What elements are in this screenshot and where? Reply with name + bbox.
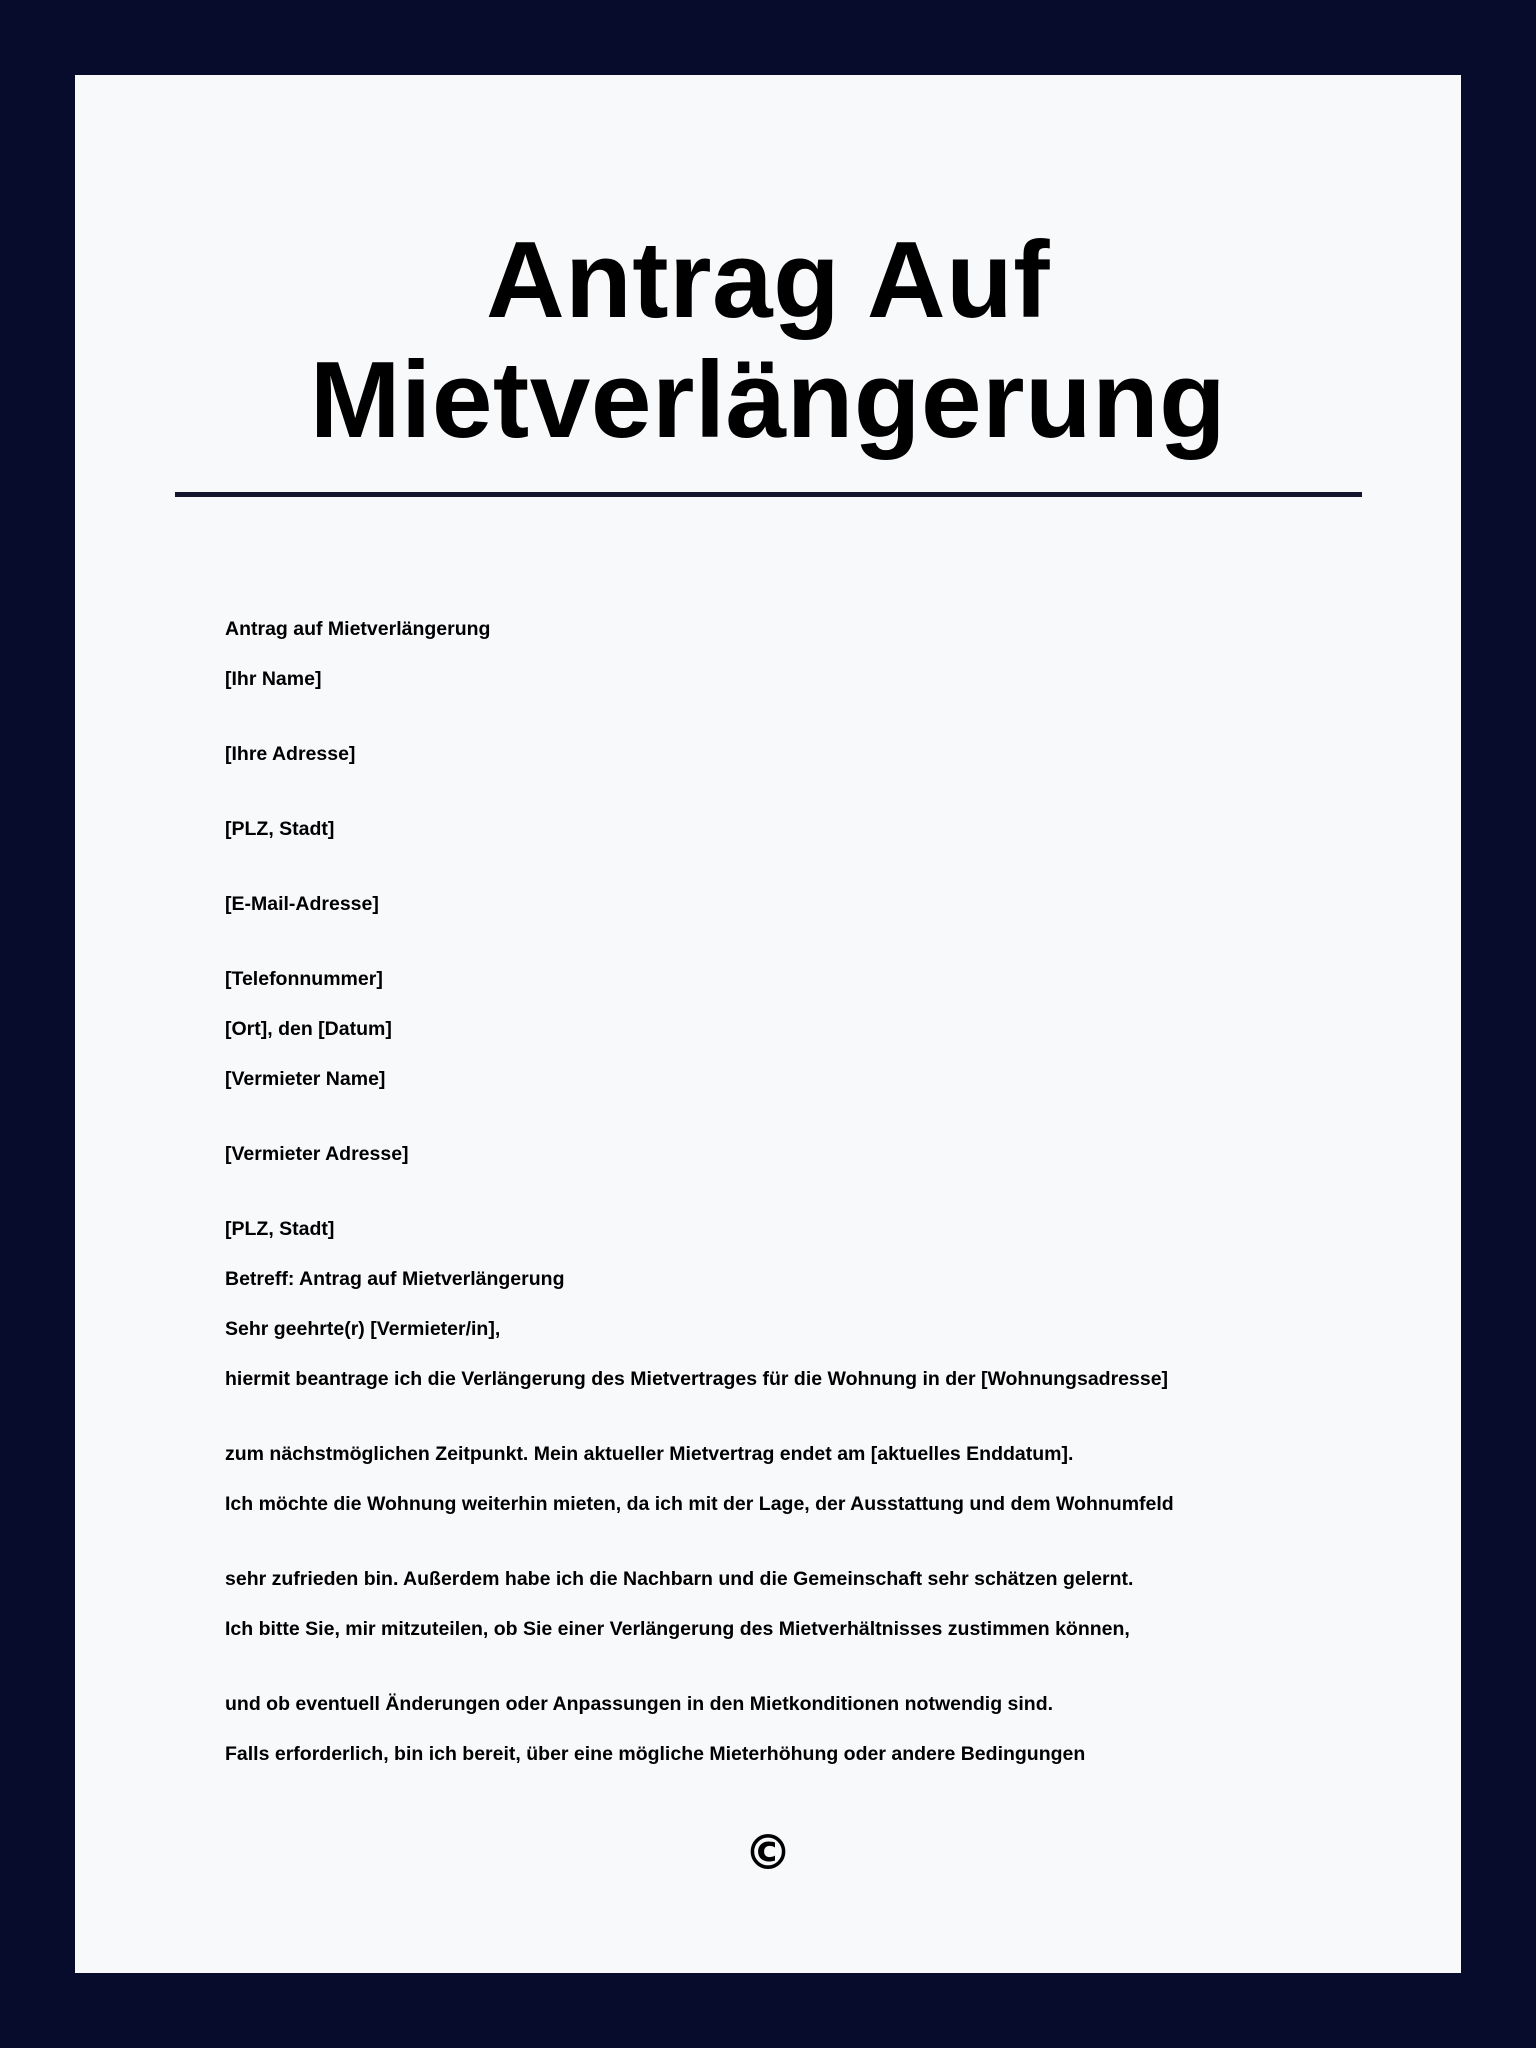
letter-heading: Antrag auf Mietverlängerung — [225, 618, 491, 640]
sender-address: [Ihre Adresse] — [225, 743, 356, 765]
body-line: hiermit beantrage ich die Verlängerung des Mietvertrages für die Wohnung in der [Wohnungsadresse] — [225, 1368, 1169, 1390]
body-line: Ich bitte Sie, mir mitzuteilen, ob Sie einer Verlängerung des Mietverhältnisses zustimmen können, — [225, 1618, 1130, 1640]
landlord-city: [PLZ, Stadt] — [225, 1218, 335, 1240]
sender-phone: [Telefonnummer] — [225, 968, 383, 990]
document-page — [75, 75, 1461, 1973]
document-title — [75, 220, 1461, 460]
body-line: Ich möchte die Wohnung weiterhin mieten, da ich mit der Lage, der Ausstattung und dem Wohnumfeld — [225, 1493, 1174, 1515]
sender-city: [PLZ, Stadt] — [225, 818, 335, 840]
sender-email: [E-Mail-Adresse] — [225, 893, 379, 915]
title-line-2: Mietverlängerung — [309, 339, 1227, 461]
landlord-address: [Vermieter Adresse] — [225, 1143, 409, 1165]
copyright-icon: © — [744, 1825, 792, 1881]
landlord-name: [Vermieter Name] — [225, 1068, 386, 1090]
body-line: sehr zufrieden bin. Außerdem habe ich die Nachbarn und die Gemeinschaft sehr schätzen gelernt. — [225, 1568, 1134, 1590]
salutation: Sehr geehrte(r) [Vermieter/in], — [225, 1318, 501, 1340]
body-line: und ob eventuell Änderungen oder Anpassungen in den Mietkonditionen notwendig sind. — [225, 1693, 1054, 1715]
sender-name: [Ihr Name] — [225, 668, 322, 690]
title-line-1: Antrag Auf — [485, 219, 1051, 341]
body-line: Falls erforderlich, bin ich bereit, über eine mögliche Mieterhöhung oder andere Bedingungen — [225, 1743, 1086, 1765]
title-divider — [175, 492, 1362, 497]
body-line: zum nächstmöglichen Zeitpunkt. Mein aktueller Mietvertrag endet am [aktuelles Enddatum]. — [225, 1443, 1074, 1465]
subject-line: Betreff: Antrag auf Mietverlängerung — [225, 1268, 565, 1290]
place-date: [Ort], den [Datum] — [225, 1018, 392, 1040]
